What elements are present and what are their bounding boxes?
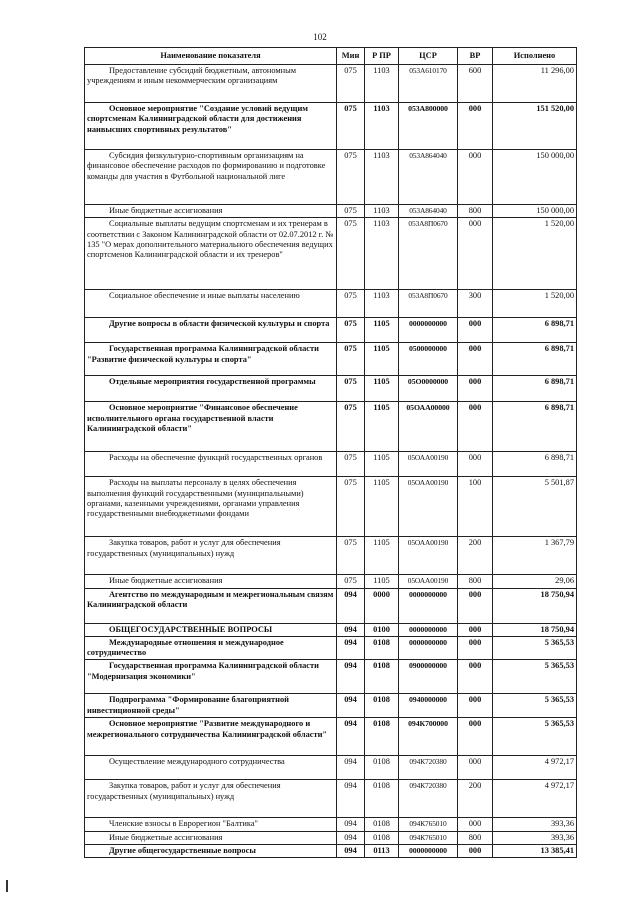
row-done: 6 898,71 [493,376,577,402]
row-rpr: 1103 [365,205,399,218]
row-min: 094 [337,718,365,756]
row-name: Подпрограмма "Формирование благоприятной инвестиционной среды" [85,694,337,718]
row-min: 075 [337,103,365,150]
row-name: Международные отношения и международное сотрудничество [85,636,337,660]
row-name: Закупка товаров, работ и услуг для обеспечения государственных (муниципальных) нужд [85,780,337,818]
row-csr: 094К700000 [399,718,458,756]
row-vr: 000 [458,402,493,452]
row-vr: 000 [458,818,493,831]
row-csr: 0900000000 [399,660,458,694]
row-name: Государственная программа Калининградской области "Развитие физической культуры и спорта" [85,343,337,376]
row-vr: 000 [458,218,493,290]
table-row [85,660,577,694]
row-vr: 000 [458,844,493,857]
row-done: 13 385,41 [493,844,577,857]
row-rpr: 0113 [365,844,399,857]
row-rpr: 1105 [365,537,399,575]
row-name: Агентство по международным и межрегиональным связям Калининградской области [85,588,337,623]
row-min: 075 [337,318,365,343]
row-csr: 0000000000 [399,588,458,623]
row-name: Основное мероприятие "Создание условий ведущим спортсменам Калининградской области для достижения наивысших спортивных результатов" [85,103,337,150]
row-rpr: 0108 [365,718,399,756]
row-name: Иные бюджетные ассигнования [85,205,337,218]
row-vr: 200 [458,780,493,818]
row-name: Другие общегосударственные вопросы [85,844,337,857]
row-vr: 000 [458,150,493,205]
row-csr: 05ОАА00190 [399,477,458,537]
row-vr: 000 [458,694,493,718]
row-done: 18 750,94 [493,623,577,636]
row-csr: 0000000000 [399,318,458,343]
table-row [85,477,577,537]
table-row [85,65,577,103]
row-name: Социальные выплаты ведущим спортсменам и их тренерам в соответствии с Законом Калининградской области от 02.07.2012 г. № 135 "О мерах дополнительного материального обеспечения ведущих спортсменов Калининградской области и их тренеров" [85,218,337,290]
table-row [85,623,577,636]
row-rpr: 1105 [365,575,399,588]
row-csr: 0000000000 [399,623,458,636]
row-done: 5 365,53 [493,660,577,694]
row-name: Основное мероприятие "Финансовое обеспечение исполнительного органа государственной власти Калининградской области" [85,402,337,452]
row-name: Закупка товаров, работ и услуг для обеспечения государственных (муниципальных) нужд [85,537,337,575]
row-rpr: 0108 [365,756,399,780]
row-vr: 800 [458,831,493,844]
row-min: 075 [337,65,365,103]
table-row [85,818,577,831]
row-rpr: 1103 [365,103,399,150]
row-name: Другие вопросы в области физической культуры и спорта [85,318,337,343]
row-min: 075 [337,575,365,588]
row-min: 075 [337,477,365,537]
row-rpr: 1103 [365,218,399,290]
table-row [85,150,577,205]
row-vr: 000 [458,452,493,477]
row-name: Социальное обеспечение и иные выплаты населению [85,290,337,318]
scan-edge-mark [6,880,8,892]
row-vr: 600 [458,65,493,103]
row-min: 075 [337,402,365,452]
row-done: 18 750,94 [493,588,577,623]
table-row [85,343,577,376]
row-vr: 000 [458,588,493,623]
row-name: Основное мероприятие "Развитие международного и межрегионального сотрудничества Калининградской области" [85,718,337,756]
row-csr: 0500000000 [399,343,458,376]
row-rpr: 1103 [365,290,399,318]
row-min: 075 [337,205,365,218]
row-name: Государственная программа Калининградской области "Модернизация экономики" [85,660,337,694]
row-min: 075 [337,290,365,318]
row-min: 094 [337,636,365,660]
table-row [85,694,577,718]
row-csr: 053А800000 [399,103,458,150]
table-row [85,537,577,575]
row-min: 094 [337,844,365,857]
row-name: Иные бюджетные ассигнования [85,831,337,844]
row-rpr: 1105 [365,477,399,537]
row-min: 075 [337,150,365,205]
table-header [85,48,577,65]
row-rpr: 1105 [365,343,399,376]
header-row [85,48,577,65]
row-name: Отдельные мероприятия государственной программы [85,376,337,402]
row-name: Расходы на выплаты персоналу в целях обеспечения выполнения функций государственными (муниципальными) органами, казенными учреждениями, органами управления государственными внебюджетными фондами [85,477,337,537]
table-body [85,65,577,858]
row-rpr: 0108 [365,660,399,694]
table-row [85,575,577,588]
table-row [85,831,577,844]
row-vr: 300 [458,290,493,318]
row-done: 5 365,53 [493,718,577,756]
table-row [85,452,577,477]
header-vr: ВР [458,48,493,65]
row-vr: 100 [458,477,493,537]
table-row [85,376,577,402]
table-row [85,844,577,857]
row-rpr: 1105 [365,318,399,343]
row-vr: 000 [458,343,493,376]
row-csr: 053А8П0670 [399,290,458,318]
row-min: 094 [337,623,365,636]
header-csr: ЦСР [399,48,458,65]
row-min: 075 [337,537,365,575]
table-row [85,218,577,290]
row-vr: 800 [458,205,493,218]
row-done: 29,06 [493,575,577,588]
row-min: 094 [337,588,365,623]
row-done: 1 367,79 [493,537,577,575]
budget-execution-table [84,47,577,858]
row-name: Осуществление международного сотрудничества [85,756,337,780]
header-rpr: Р ПР [365,48,399,65]
row-name: Членские взносы в Еврорегион "Балтика" [85,818,337,831]
row-done: 6 898,71 [493,402,577,452]
row-rpr: 0100 [365,623,399,636]
header-name: Наименование показателя [85,48,337,65]
row-done: 393,36 [493,818,577,831]
row-csr: 0000000000 [399,844,458,857]
table-row [85,636,577,660]
row-vr: 800 [458,575,493,588]
row-name: ОБЩЕГОСУДАРСТВЕННЫЕ ВОПРОСЫ [85,623,337,636]
page-number: 102 [313,32,327,42]
row-csr: 0940000000 [399,694,458,718]
row-csr: 094К765010 [399,831,458,844]
row-done: 1 520,00 [493,290,577,318]
table-row [85,103,577,150]
row-csr: 05ОАА00190 [399,452,458,477]
table-row [85,588,577,623]
row-min: 075 [337,452,365,477]
row-rpr: 1103 [365,150,399,205]
row-done: 150 000,00 [493,150,577,205]
row-rpr: 1105 [365,376,399,402]
row-csr: 0000000000 [399,636,458,660]
row-vr: 000 [458,623,493,636]
row-done: 1 520,00 [493,218,577,290]
row-vr: 000 [458,718,493,756]
row-csr: 053А864040 [399,205,458,218]
table-row [85,718,577,756]
row-done: 5 501,87 [493,477,577,537]
row-done: 6 898,71 [493,343,577,376]
row-rpr: 1105 [365,452,399,477]
row-name: Расходы на обеспечение функций государственных органов [85,452,337,477]
row-rpr: 0108 [365,831,399,844]
row-rpr: 1105 [365,402,399,452]
row-csr: 05ОАА00190 [399,537,458,575]
row-vr: 200 [458,537,493,575]
table-row [85,205,577,218]
row-rpr: 1103 [365,65,399,103]
row-min: 075 [337,343,365,376]
row-csr: 05ОАА00190 [399,575,458,588]
row-csr: 094К720380 [399,780,458,818]
row-min: 094 [337,818,365,831]
row-done: 6 898,71 [493,452,577,477]
row-min: 094 [337,694,365,718]
row-csr: 094К720380 [399,756,458,780]
table-row [85,402,577,452]
row-name: Предоставление субсидий бюджетным, автономным учреждениям и иным некоммерческим организациям [85,65,337,103]
row-name: Иные бюджетные ассигнования [85,575,337,588]
row-min: 094 [337,831,365,844]
table-row [85,318,577,343]
header-done: Исполнено [493,48,577,65]
row-done: 6 898,71 [493,318,577,343]
row-name: Субсидия физкультурно-спортивным организациям на финансовое обеспечение расходов по формированию и подготовке команды для участия в Футбольной национальной лиге [85,150,337,205]
row-done: 5 365,53 [493,694,577,718]
row-done: 151 520,00 [493,103,577,150]
row-csr: 094К765010 [399,818,458,831]
row-min: 075 [337,218,365,290]
row-min: 094 [337,756,365,780]
row-rpr: 0108 [365,636,399,660]
row-vr: 000 [458,318,493,343]
row-csr: 05ОАА00000 [399,402,458,452]
row-vr: 000 [458,376,493,402]
row-done: 4 972,17 [493,756,577,780]
table-row [85,290,577,318]
row-vr: 000 [458,636,493,660]
header-min: Мин [337,48,365,65]
row-done: 5 365,53 [493,636,577,660]
row-csr: 05О0000000 [399,376,458,402]
row-rpr: 0108 [365,780,399,818]
row-rpr: 0108 [365,818,399,831]
row-csr: 053А864040 [399,150,458,205]
row-done: 150 000,00 [493,205,577,218]
row-vr: 000 [458,660,493,694]
row-done: 393,36 [493,831,577,844]
row-done: 11 296,00 [493,65,577,103]
row-vr: 000 [458,103,493,150]
row-min: 094 [337,660,365,694]
table-row [85,780,577,818]
row-min: 094 [337,780,365,818]
row-min: 075 [337,376,365,402]
row-csr: 053А8П0670 [399,218,458,290]
row-vr: 000 [458,756,493,780]
row-rpr: 0000 [365,588,399,623]
row-csr: 053А610170 [399,65,458,103]
row-rpr: 0108 [365,694,399,718]
table-row [85,756,577,780]
row-done: 4 972,17 [493,780,577,818]
